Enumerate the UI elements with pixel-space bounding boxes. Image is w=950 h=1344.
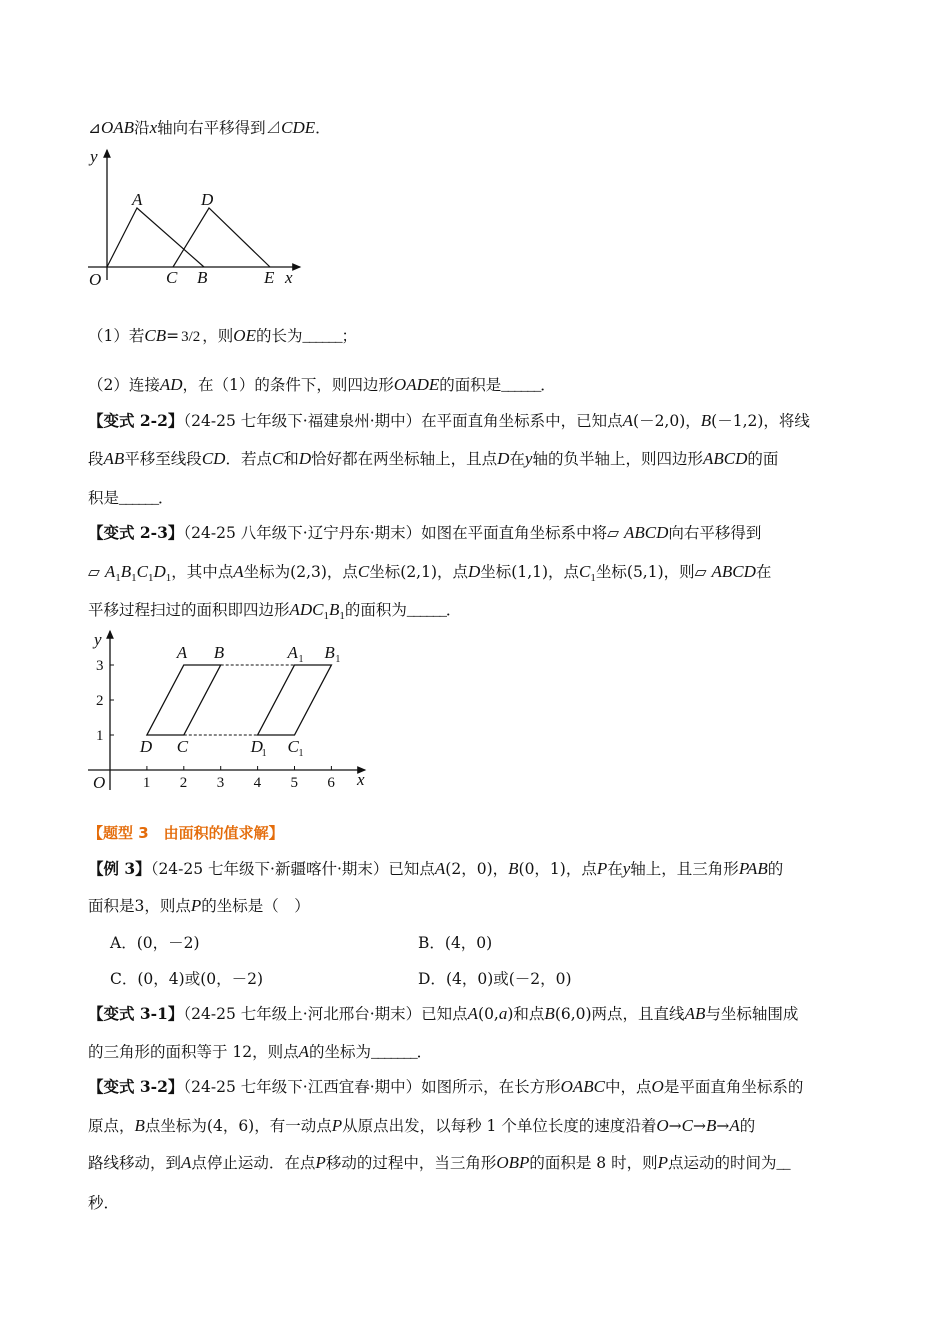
text: ．	[416, 1043, 433, 1061]
text-line	[88, 375, 556, 396]
text: (6,0)两点，且直线	[554, 1005, 685, 1023]
option-value: (0，4)或(0，－2)	[137, 970, 264, 988]
text: （24-25 八年级下·辽宁丹东·期末）如图在平面直角坐标系中将	[183, 524, 608, 542]
option-label: B．	[418, 934, 445, 952]
text: 段	[88, 450, 104, 468]
subscript: 1	[147, 572, 154, 584]
x-tick-label: 1	[142, 775, 151, 791]
text: 的坐标为	[309, 1043, 372, 1061]
math-symbol: ABCD	[711, 562, 756, 581]
math-symbol: P	[331, 1116, 343, 1135]
text: 在	[509, 450, 525, 468]
text: 秒．	[88, 1194, 120, 1212]
math-symbol: OADE	[393, 375, 440, 394]
math-symbol: A	[298, 1042, 310, 1061]
answer-blank: ______	[501, 378, 541, 394]
math-symbol: OE	[233, 326, 256, 345]
math-symbol: C	[579, 562, 591, 581]
text-line	[88, 600, 461, 626]
text: 在	[755, 563, 772, 581]
problem-label: 【变式 3-1】	[88, 1004, 184, 1023]
x-tick-label: 2	[179, 775, 188, 791]
math-symbol: AB	[103, 449, 125, 468]
text: →	[716, 1117, 730, 1135]
text-line	[88, 1004, 798, 1024]
math-symbol: C	[681, 1116, 693, 1135]
label-d1: D	[250, 737, 263, 756]
option-d	[418, 969, 572, 989]
label-a: A	[132, 190, 143, 209]
subscript: 1	[323, 610, 330, 622]
text: ；	[341, 327, 357, 345]
x-tick-label: 3	[216, 775, 225, 791]
answer-blank: ______	[119, 491, 159, 507]
label-subscript: 1	[298, 748, 304, 759]
option-label: C．	[110, 970, 138, 988]
math-symbol: a	[498, 1004, 508, 1023]
text-line	[88, 118, 331, 138]
math-symbol: B	[508, 859, 519, 878]
math-symbol: P	[657, 1153, 668, 1172]
text: 积是	[88, 489, 120, 507]
text-line	[88, 859, 783, 879]
math-symbol: AD	[159, 375, 183, 394]
math-symbol: O	[651, 1077, 664, 1096]
text: 的面积为	[344, 601, 407, 619]
math-symbol: PAB	[738, 859, 768, 878]
figure-triangle-translation	[80, 140, 320, 290]
text: 坐标为(2,3)，点	[243, 563, 358, 581]
text-line	[88, 326, 357, 347]
math-symbol: D	[497, 449, 510, 468]
text-line	[88, 1153, 790, 1174]
text-line	[88, 411, 810, 431]
section-heading: 【题型 3 由面积的值求解】	[88, 824, 284, 842]
option-c	[110, 969, 263, 989]
text: 的	[767, 860, 784, 878]
math-symbol: B	[544, 1004, 555, 1023]
math-symbol: A	[622, 411, 634, 430]
text: →	[668, 1117, 682, 1135]
text: ．	[540, 376, 556, 394]
label-o: O	[93, 773, 106, 792]
text: ▱	[607, 524, 624, 542]
triangle-oab	[107, 208, 204, 267]
option-b	[418, 933, 492, 953]
math-symbol: CDE	[281, 118, 316, 137]
option-label: D．	[418, 970, 446, 988]
text: 轴向右平移得到	[157, 119, 266, 137]
fraction: 3/2	[181, 329, 201, 345]
answer-blank: ______	[302, 329, 342, 345]
label-b: B	[213, 643, 225, 662]
answer-blank: ______	[406, 603, 446, 619]
math-symbol: CB	[144, 326, 167, 345]
label-c: C	[166, 268, 178, 287]
math-symbol: OAB	[101, 118, 135, 137]
math-symbol: OBP	[496, 1153, 530, 1172]
math-symbol: x	[149, 118, 158, 137]
text-line	[88, 449, 778, 469]
text: 轴上，且三角形	[630, 860, 739, 878]
text: 的面积是	[439, 376, 502, 394]
text: ．	[158, 489, 174, 507]
text: （24-25 七年级下·福建泉州·期中）在平面直角坐标系中，已知点	[183, 412, 623, 430]
text: 平移至线段	[124, 450, 202, 468]
math-symbol: P	[315, 1153, 326, 1172]
text: 是平面直角坐标系的	[663, 1078, 804, 1096]
answer-blank: __	[776, 1156, 790, 1172]
math-symbol: C	[357, 562, 370, 581]
y-tick-label: 3	[96, 658, 104, 674]
label-subscript: 1	[261, 748, 267, 759]
text: 的面	[747, 450, 779, 468]
label-d: D	[139, 737, 153, 756]
text: ．	[445, 601, 462, 619]
text: 的	[739, 1117, 756, 1135]
problem-label: 【变式 3-2】	[88, 1077, 184, 1096]
math-symbol: D	[153, 562, 166, 581]
problem-label: 【变式 2-3】	[88, 523, 184, 542]
text: ，将线	[763, 412, 810, 430]
text: 原点，	[88, 1117, 135, 1135]
text: 点坐标为(4，6)，有一动点	[144, 1117, 332, 1135]
y-tick-label: 1	[96, 728, 104, 744]
text: ▱	[694, 563, 712, 581]
answer-blank: _______	[371, 1045, 417, 1061]
math-symbol: P	[190, 896, 202, 915]
label-c1: C	[287, 737, 299, 756]
text-line	[88, 1193, 119, 1213]
label-subscript: 1	[335, 654, 341, 665]
text: (0,	[478, 1005, 499, 1023]
text-line	[88, 896, 310, 916]
x-tick-label: 5	[290, 775, 298, 791]
math-symbol: B	[329, 600, 340, 619]
text: (－2,0)	[633, 412, 686, 430]
label-subscript: 1	[298, 654, 304, 665]
text-line	[88, 562, 771, 588]
text-line	[88, 1042, 432, 1063]
label-a1: A	[287, 643, 298, 662]
math-symbol: y	[524, 449, 533, 468]
text: ⊿	[88, 119, 101, 137]
text: 点运动的时间为	[667, 1154, 777, 1172]
math-symbol: A	[181, 1153, 192, 1172]
label-b1: B	[324, 643, 335, 662]
label-e: E	[264, 268, 275, 287]
math-symbol: O	[656, 1116, 669, 1135]
text: 平移过程扫过的面积即四边形	[88, 601, 290, 619]
text: 与坐标轴围成	[705, 1005, 799, 1023]
text: )和点	[507, 1005, 545, 1023]
text-line	[88, 488, 174, 509]
subscript: 1	[115, 572, 121, 584]
option-a	[110, 933, 200, 953]
label-c: C	[176, 737, 189, 756]
math-symbol: B	[120, 562, 132, 581]
figure-parallelogram-translation	[80, 625, 380, 800]
label-d: D	[201, 190, 214, 209]
text: 和	[283, 450, 299, 468]
text: （1）若	[88, 327, 145, 345]
text: =	[166, 327, 180, 345]
text: 坐标(1,1)，点	[480, 563, 580, 581]
text: 坐标(2,1)，点	[369, 563, 469, 581]
text-line	[88, 1116, 755, 1136]
label-y: y	[94, 630, 102, 649]
text: 的坐标是（ ）	[201, 897, 310, 915]
math-symbol: ABCD	[623, 523, 669, 542]
text: ．若点	[225, 450, 272, 468]
text: （2）连接	[88, 376, 160, 394]
text: （24-25 七年级下·新疆喀什·期末）已知点	[150, 860, 435, 878]
text: ⊿	[265, 119, 282, 137]
x-tick-label: 4	[253, 775, 262, 791]
math-symbol: D	[468, 562, 481, 581]
text: 中，点	[605, 1078, 652, 1096]
text: 的长为	[255, 327, 303, 345]
subscript: 1	[131, 572, 137, 584]
parallelogram-abcd	[147, 665, 221, 735]
math-symbol: P	[596, 859, 608, 878]
math-symbol: B	[700, 411, 712, 430]
text: (2，0)，	[445, 860, 509, 878]
text: （24-25 七年级下·江西宜春·期中）如图所示，在长方形	[183, 1078, 561, 1096]
math-symbol: A	[467, 1004, 479, 1023]
y-tick-label: 2	[96, 693, 104, 709]
label-b: B	[197, 268, 208, 287]
text: (0，1)，点	[518, 860, 597, 878]
math-symbol: A	[104, 562, 116, 581]
x-tick-label: 6	[327, 775, 335, 791]
text: 向右平移得到	[668, 524, 762, 542]
text: ▱	[88, 563, 105, 581]
label-x: x	[285, 268, 293, 287]
math-symbol: A	[233, 562, 244, 581]
text: 的面积是 8 时，则	[529, 1154, 658, 1172]
text-line	[88, 523, 761, 543]
text: →	[692, 1117, 706, 1135]
text: ．	[315, 119, 331, 137]
option-value: (0，－2)	[136, 934, 200, 952]
math-symbol: y	[622, 859, 631, 878]
math-symbol: D	[298, 449, 312, 468]
text: 路线移动，到	[88, 1154, 182, 1172]
math-symbol: ADC	[289, 600, 324, 619]
option-value: (4，0)或(－2，0)	[445, 970, 572, 988]
parallelogram-a1b1c1d1	[258, 665, 332, 735]
math-symbol: A	[434, 859, 446, 878]
label-o: O	[89, 270, 102, 289]
math-symbol: AB	[684, 1004, 706, 1023]
math-symbol: OABC	[560, 1077, 606, 1096]
option-label: A．	[110, 934, 137, 952]
text: （24-25 七年级上·河北邢台·期末）已知点	[183, 1005, 468, 1023]
math-symbol: CD	[201, 449, 226, 468]
label-y: y	[90, 147, 98, 166]
math-symbol: C	[271, 449, 284, 468]
text: 轴的负半轴上，则四边形	[532, 450, 703, 468]
text: 的三角形的面积等于 12，则点	[88, 1043, 299, 1061]
math-symbol: B	[705, 1116, 717, 1135]
text: 面积是3，则点	[88, 897, 191, 915]
text: ，在（1）的条件下，则四边形	[182, 376, 394, 394]
math-symbol: ABCD	[702, 449, 748, 468]
math-symbol: A	[729, 1116, 740, 1135]
text-line	[88, 823, 284, 843]
text: 恰好都在两坐标轴上，且点	[311, 450, 498, 468]
math-symbol: C	[136, 562, 148, 581]
text: 坐标(5,1)，则	[595, 563, 695, 581]
problem-label: 【例 3】	[88, 859, 151, 878]
option-value: (4，0)	[444, 934, 493, 952]
subscript: 1	[339, 610, 345, 622]
text: 在	[607, 860, 623, 878]
text: 点停止运动．在点	[191, 1154, 316, 1172]
subscript: 1	[590, 572, 596, 584]
text: (－1,2)	[711, 412, 764, 430]
text: ，	[685, 412, 701, 430]
text: ，其中点	[171, 563, 234, 581]
subscript: 1	[165, 572, 172, 584]
math-symbol: B	[134, 1116, 145, 1135]
label-a: A	[176, 643, 188, 662]
problem-label: 【变式 2-2】	[88, 411, 184, 430]
text: ，则	[202, 327, 234, 345]
label-x: x	[357, 770, 365, 789]
text: 移动的过程中，当三角形	[325, 1154, 497, 1172]
triangle-cde	[173, 208, 270, 267]
text: 从原点出发，以每秒 1 个单位长度的速度沿着	[342, 1117, 657, 1135]
text: 沿	[134, 119, 150, 137]
text-line	[88, 1077, 803, 1097]
